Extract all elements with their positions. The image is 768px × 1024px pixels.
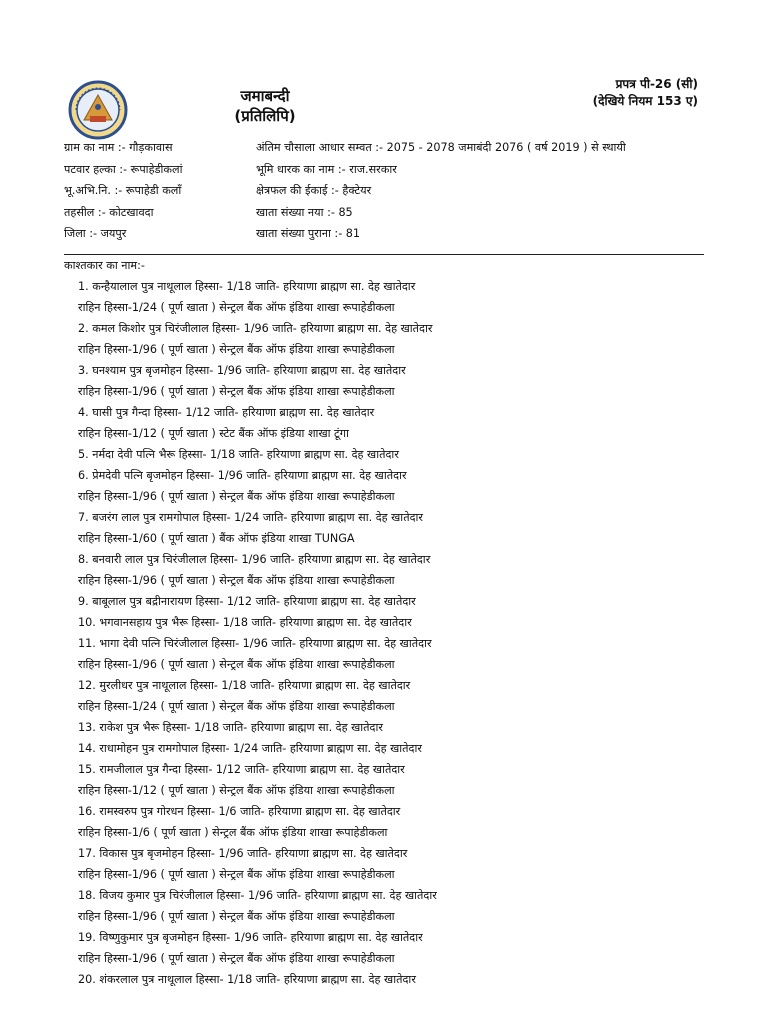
mortgage-entry: राहिन हिस्सा-1/12 ( पूर्ण खाता ) सेन्ट्रल बैंक ऑफ इंडिया शाखा रूपाहेडीकला	[78, 784, 395, 797]
cultivator-entry: 16. रामस्वरुप पुत्र गोरधन हिस्सा- 1/6 जाति- हरियाणा ब्राह्मण सा. देह खातेदार	[78, 805, 401, 818]
tehsil: तहसील :- कोटखावदा	[64, 205, 154, 219]
mortgage-entry: राहिन हिस्सा-1/6 ( पूर्ण खाता ) सेन्ट्रल बैंक ऑफ इंडिया शाखा रूपाहेडीकला	[78, 826, 388, 839]
cultivator-entry: 3. घनश्याम पुत्र बृजमोहन हिस्सा- 1/96 जाति- हरियाणा ब्राह्मण सा. देह खातेदार	[78, 364, 406, 377]
land-record-inspector: भू.अभि.नि. :- रूपाहेडी कलाँ	[64, 184, 182, 198]
mortgage-entry: राहिन हिस्सा-1/96 ( पूर्ण खाता ) सेन्ट्रल बैंक ऑफ इंडिया शाखा रूपाहेडीकला	[78, 910, 395, 923]
document-subtitle: (प्रतिलिपि)	[234, 107, 296, 125]
land-holder-name: भूमि धारक का नाम :- राज.सरकार	[256, 162, 397, 176]
cultivator-entry: 2. कमल किशोर पुत्र चिरंजीलाल हिस्सा- 1/96 जाति- हरियाणा ब्राह्मण सा. देह खातेदार	[78, 322, 433, 335]
village-name: ग्राम का नाम :- गौड़कावास	[64, 141, 173, 154]
cultivator-entry: 6. प्रेमदेवी पत्नि बृजमोहन हिस्सा- 1/96 जाति- हरियाणा ब्राह्मण सा. देह खातेदार	[78, 469, 407, 482]
title-block	[200, 86, 330, 126]
cultivator-entry: 1. कन्हैयालाल पुत्र नाथूलाल हिस्सा- 1/18 जाति- हरियाणा ब्राह्मण सा. देह खातेदार	[78, 280, 416, 293]
cultivator-entry: 13. राकेश पुत्र भैरू हिस्सा- 1/18 जाति- हरियाणा ब्राह्मण सा. देह खातेदार	[78, 721, 383, 734]
cultivator-entry: 12. मुरलीधर पुत्र नाथूलाल हिस्सा- 1/18 जाति- हरियाणा ब्राह्मण सा. देह खातेदार	[78, 679, 411, 692]
mortgage-entry: राहिन हिस्सा-1/96 ( पूर्ण खाता ) सेन्ट्रल बैंक ऑफ इंडिया शाखा रूपाहेडीकला	[78, 490, 395, 503]
cultivator-entry: 8. बनवारी लाल पुत्र चिरंजीलाल हिस्सा- 1/96 जाति- हरियाणा ब्राह्मण सा. देह खातेदार	[78, 553, 431, 566]
mortgage-entry: राहिन हिस्सा-1/60 ( पूर्ण खाता ) बैंक ऑफ इंडिया शाखा TUNGA	[78, 532, 355, 545]
account-number-new: खाता संख्या नया :- 85	[256, 205, 353, 219]
cultivator-entry: 7. बजरंग लाल पुत्र रामगोपाल हिस्सा- 1/24 जाति- हरियाणा ब्राह्मण सा. देह खातेदार	[78, 511, 423, 524]
government-seal-icon	[68, 80, 128, 140]
mortgage-entry: राहिन हिस्सा-1/96 ( पूर्ण खाता ) सेन्ट्रल बैंक ऑफ इंडिया शाखा रूपाहेडीकला	[78, 343, 395, 356]
section-divider	[64, 254, 704, 255]
settlement-base-year: अंतिम चौसाला आधार सम्वत :- 2075 - 2078 जमाबंदी 2076 ( वर्ष 2019 ) से स्थायी	[256, 141, 626, 154]
mortgage-entry: राहिन हिस्सा-1/96 ( पूर्ण खाता ) सेन्ट्रल बैंक ऑफ इंडिया शाखा रूपाहेडीकला	[78, 952, 395, 965]
mortgage-entry: राहिन हिस्सा-1/96 ( पूर्ण खाता ) सेन्ट्रल बैंक ऑफ इंडिया शाखा रूपाहेडीकला	[78, 658, 395, 671]
cultivators-list	[76, 276, 706, 990]
cultivator-entry: 14. राधामोहन पुत्र रामगोपाल हिस्सा- 1/24 जाति- हरियाणा ब्राह्मण सा. देह खातेदार	[78, 742, 422, 755]
cultivator-entry: 17. विकास पुत्र बृजमोहन हिस्सा- 1/96 जाति- हरियाणा ब्राह्मण सा. देह खातेदार	[78, 847, 408, 860]
cultivator-entry: 19. विष्णुकुमार पुत्र बृजमोहन हिस्सा- 1/96 जाति- हरियाणा ब्राह्मण सा. देह खातेदार	[78, 931, 423, 944]
mortgage-entry: राहिन हिस्सा-1/24 ( पूर्ण खाता ) सेन्ट्रल बैंक ऑफ इंडिया शाखा रूपाहेडीकला	[78, 301, 395, 314]
mortgage-entry: राहिन हिस्सा-1/96 ( पूर्ण खाता ) सेन्ट्रल बैंक ऑफ इंडिया शाखा रूपाहेडीकला	[78, 574, 395, 587]
cultivator-entry: 4. घासी पुत्र गैन्दा हिस्सा- 1/12 जाति- हरियाणा ब्राह्मण सा. देह खातेदार	[78, 406, 375, 419]
cultivators-heading: काश्तकार का नाम:-	[64, 259, 145, 272]
location-details	[64, 137, 254, 245]
document-title: जमाबन्दी	[240, 87, 290, 105]
cultivator-entry: 5. नर्मदा देवी पत्नि भैरू हिस्सा- 1/18 जाति- हरियाणा ब्राह्मण सा. देह खातेदार	[78, 448, 399, 461]
mortgage-entry: राहिन हिस्सा-1/12 ( पूर्ण खाता ) स्टेट बैंक ऑफ इंडिया शाखा टूंगा	[78, 427, 349, 440]
area-unit: क्षेत्रफल की ईकाई :- हैक्टेयर	[256, 184, 372, 198]
mortgage-entry: राहिन हिस्सा-1/24 ( पूर्ण खाता ) सेन्ट्रल बैंक ऑफ इंडिया शाखा रूपाहेडीकला	[78, 700, 395, 713]
cultivator-entry: 18. विजय कुमार पुत्र चिरंजीलाल हिस्सा- 1/96 जाति- हरियाणा ब्राह्मण सा. देह खातेदार	[78, 889, 437, 902]
form-number: प्रपत्र पी-26 (सी)	[615, 77, 698, 91]
mortgage-entry: राहिन हिस्सा-1/96 ( पूर्ण खाता ) सेन्ट्रल बैंक ऑफ इंडिया शाखा रूपाहेडीकला	[78, 385, 395, 398]
district: जिला :- जयपुर	[64, 227, 127, 241]
cultivator-entry: 9. बाबूलाल पुत्र बद्रीनारायण हिस्सा- 1/12 जाति- हरियाणा ब्राह्मण सा. देह खातेदार	[78, 595, 416, 608]
form-reference	[593, 76, 698, 110]
account-number-old: खाता संख्या पुराना :- 81	[256, 227, 361, 241]
patwar-circle: पटवार हल्का :- रूपाहेडीकलां	[64, 162, 183, 176]
rule-reference: (देखिये नियम 153 ए)	[592, 94, 698, 108]
record-details	[256, 137, 696, 245]
cultivator-entry: 15. रामजीलाल पुत्र गैन्दा हिस्सा- 1/12 जाति- हरियाणा ब्राह्मण सा. देह खातेदार	[78, 763, 405, 776]
mortgage-entry: राहिन हिस्सा-1/96 ( पूर्ण खाता ) सेन्ट्रल बैंक ऑफ इंडिया शाखा रूपाहेडीकला	[78, 868, 395, 881]
cultivator-entry: 10. भगवानसहाय पुत्र भैरू हिस्सा- 1/18 जाति- हरियाणा ब्राह्मण सा. देह खातेदार	[78, 616, 412, 629]
cultivator-entry: 11. भागा देवी पत्नि चिरंजीलाल हिस्सा- 1/96 जाति- हरियाणा ब्राह्मण सा. देह खातेदार	[78, 637, 432, 650]
cultivator-entry: 20. शंकरलाल पुत्र नाथूलाल हिस्सा- 1/18 जाति- हरियाणा ब्राह्मण सा. देह खातेदार	[78, 973, 416, 986]
